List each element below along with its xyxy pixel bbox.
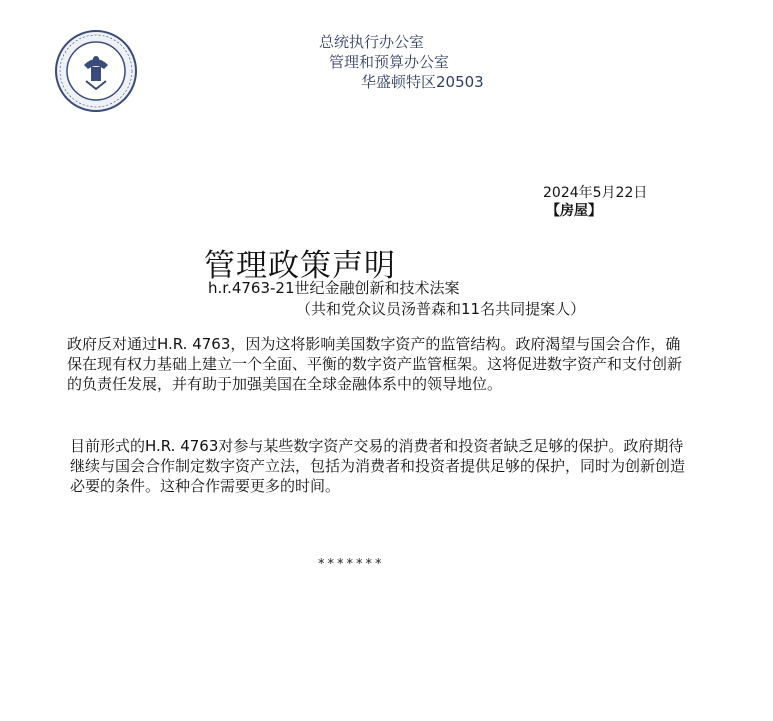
office-name-line2: 管理和预算办公室 <box>329 53 450 71</box>
paragraph-1: 政府反对通过H.R. 4763，因为这将影响美国数字资产的监管结构。政府渴望与国会合作，确保在现有权力基础上建立一个全面、平衡的数字资产监管框架。这将促进数字资产和支付创新的负责任发展，并有助于加强美国在全球金融体系中的领导地位。 <box>67 335 683 393</box>
paragraph-2: 目前形式的H.R. 4763对参与某些数字资产交易的消费者和投资者缺乏足够的保护。政府期待继续与国会合作制定数字资产立法，包括为消费者和投资者提供足够的保护，同时为创新创造必要的条件。这种合作需要更多的时间。 <box>70 437 686 495</box>
bill-name: h.r.4763-21世纪金融创新和技术法案 <box>208 279 460 297</box>
separator: ******* <box>318 557 385 572</box>
bill-sponsor: （共和党众议员汤普森和11名共同提案人） <box>296 300 586 318</box>
chamber-label: 【房屋】 <box>546 203 602 219</box>
office-address: 华盛顿特区20503 <box>361 73 484 91</box>
page-title: 管理政策声明 <box>204 248 396 284</box>
presidential-seal-icon <box>54 29 138 113</box>
office-name-line1: 总统执行办公室 <box>319 33 425 51</box>
statement-date: 2024年5月22日 <box>543 185 648 201</box>
